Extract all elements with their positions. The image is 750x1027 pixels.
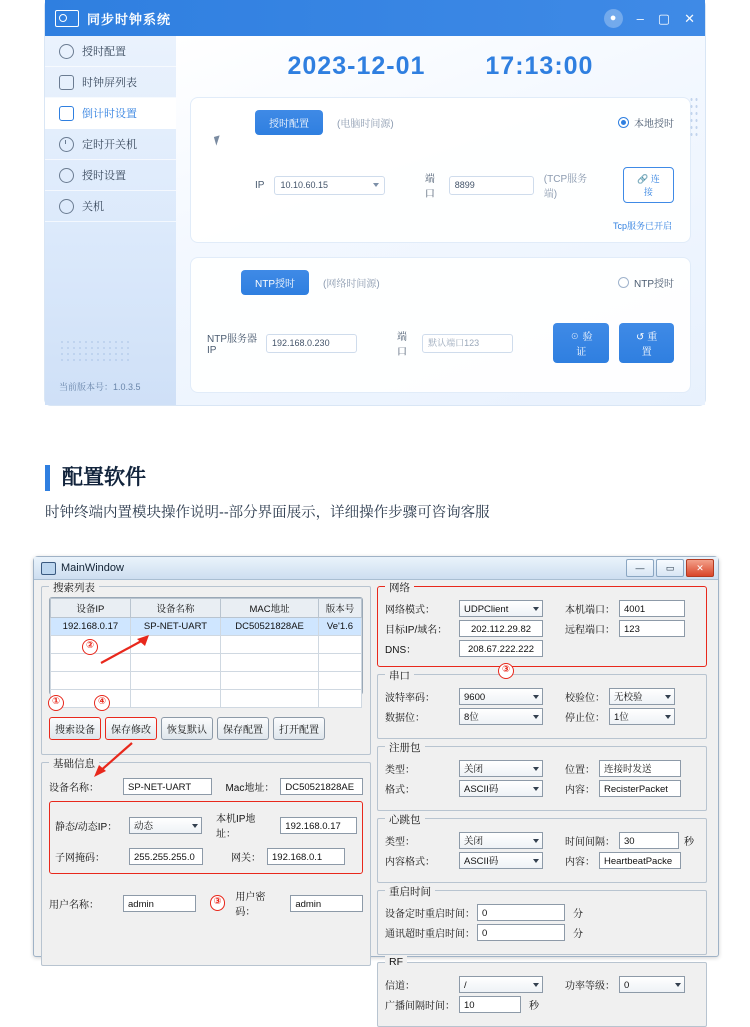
hb-type-select[interactable]: 关闭 [459, 832, 543, 849]
callout-3a: ③ [210, 895, 226, 911]
callout-arrow-up [97, 635, 153, 665]
sync-icon [59, 168, 74, 183]
config-app-titlebar [34, 557, 718, 580]
restart-time-group [377, 886, 707, 955]
serial-title: 串口 [385, 668, 414, 683]
section-title: 配置软件 [45, 465, 715, 491]
net-source-note: (网络时间源) [322, 279, 380, 290]
close-button[interactable]: ✕ [686, 559, 714, 577]
tcp-server-note: (TCP服务端) [543, 174, 588, 200]
cell-device-name: SP-NET-UART [130, 618, 220, 636]
user-icon[interactable]: ● [604, 9, 623, 28]
mask-label: 子网掩码： [55, 853, 105, 864]
connect-button[interactable]: 🔗 连接 [623, 167, 674, 203]
sidebar-item-label: 授时设置 [82, 170, 126, 182]
search-list-group [41, 582, 371, 755]
user-password-input[interactable]: admin [290, 895, 363, 912]
remote-port-label: 远程端口： [565, 625, 615, 636]
reg-type-label: 类型： [385, 765, 415, 776]
window-icon [41, 562, 56, 575]
clock-display [190, 52, 691, 81]
hb-content-input[interactable]: HeartbeatPacke [599, 852, 681, 869]
device-name-input[interactable]: SP-NET-UART [123, 778, 212, 795]
baud-label: 波特率码： [385, 693, 435, 704]
reset-icon: ↺ [636, 332, 645, 343]
hb-interval-unit: 秒 [684, 837, 694, 848]
mac-input[interactable]: DC50521828AE [280, 778, 363, 795]
user-password-label: 用户密码： [235, 892, 266, 918]
mouse-cursor-icon [214, 135, 222, 145]
tcp-status-text: Tcp服务已开启 [612, 221, 672, 231]
app-logo-icon [55, 10, 79, 27]
databits-select[interactable]: 8位 [459, 708, 543, 725]
parity-select[interactable]: 无校验 [609, 688, 675, 705]
config-app-window [33, 556, 719, 1012]
sidebar-item-label: 关机 [82, 201, 104, 213]
rf-group [377, 956, 707, 1027]
search-device-button[interactable]: 搜索设备 [49, 717, 101, 740]
network-title: 网络 [385, 580, 414, 595]
sidebar-item-countdown[interactable] [45, 98, 176, 129]
channel-label: 信道： [385, 981, 415, 992]
reg-position-label: 位置： [565, 765, 595, 776]
reg-content-label: 内容： [565, 785, 595, 796]
hb-interval-input[interactable]: 30 [619, 832, 679, 849]
section-subtitle: 时钟终端内置模块操作说明--部分界面展示，详细操作步骤可咨询客服 [45, 505, 490, 521]
device-restart-label: 设备定时重启时间： [385, 909, 475, 920]
radio-icon [618, 277, 629, 288]
ntp-port-label: 端口 [396, 332, 407, 358]
register-packet-title: 注册包 [385, 740, 425, 755]
port-input[interactable]: 8899 [449, 176, 534, 195]
rf-title: RF [385, 956, 407, 968]
pc-source-note: (电脑时间源) [336, 119, 394, 130]
restart-time-title: 重启时间 [385, 884, 435, 899]
mask-input[interactable]: 255.255.255.0 [129, 848, 203, 865]
shutdown-icon [59, 199, 74, 214]
mac-label: Mac地址： [225, 783, 275, 794]
minimize-button[interactable]: — [626, 559, 654, 577]
save-modify-button[interactable]: 保存修改 [105, 717, 157, 740]
sidebar-item-shutdown[interactable] [45, 191, 176, 222]
dns-input[interactable]: 208.67.222.222 [459, 640, 543, 657]
shield-icon: ☉ [569, 332, 580, 343]
hb-type-label: 类型： [385, 837, 415, 848]
sidebar-item-sync-settings[interactable] [45, 160, 176, 191]
clock-app-window [45, 0, 705, 405]
ip-mode-label: 静态/动态IP： [55, 821, 118, 833]
ip-settings-box [49, 801, 363, 874]
clock-app-title: 同步时钟系统 [87, 11, 172, 27]
local-sync-panel [190, 97, 691, 243]
version-label: 当前版本号：1.0.3.5 [59, 382, 141, 392]
ntp-server-label: NTP服务器IP [206, 334, 257, 356]
callout-1: ① [48, 695, 64, 711]
target-ip-input[interactable]: 202.112.29.82 [459, 620, 543, 637]
comm-restart-label: 通讯超时重启时间： [385, 929, 475, 940]
table-row[interactable] [51, 618, 362, 636]
ip-label: IP [254, 179, 265, 191]
col-version: 版本号 [318, 599, 361, 618]
cell-device-ip: 192.168.0.17 [51, 618, 131, 636]
clock-app-main [176, 36, 705, 405]
sidebar-item-label: 定时开关机 [82, 139, 137, 151]
dns-label: DNS： [385, 645, 417, 656]
col-mac: MAC地址 [221, 599, 319, 618]
power-timer-icon [59, 137, 74, 152]
net-mode-label: 网络模式： [385, 605, 435, 616]
clock-app-titlebar [45, 0, 705, 36]
config-app-title: MainWindow [61, 562, 124, 574]
remote-port-input[interactable]: 123 [619, 620, 685, 637]
ntp-sync-panel [190, 257, 691, 393]
sidebar-item-label: 倒计时设置 [82, 108, 137, 120]
reg-position-input[interactable]: 连接时发送 [599, 760, 681, 777]
sidebar-item-label: 授时配置 [82, 46, 126, 58]
target-ip-label: 目标IP/域名： [385, 625, 448, 636]
heartbeat-title: 心跳包 [385, 812, 425, 827]
heartbeat-group [377, 814, 707, 883]
sidebar-item-screen-list[interactable] [45, 67, 176, 98]
user-name-label: 用户名称： [49, 899, 99, 911]
verify-button[interactable]: ☉ 验证 [553, 323, 609, 363]
databits-label: 数据位： [385, 713, 425, 724]
local-port-label: 本机端口： [565, 605, 615, 616]
clock-config-icon [59, 44, 74, 59]
basic-info-title: 基础信息 [49, 756, 99, 771]
power-level-select[interactable]: 0 [619, 976, 685, 993]
reg-format-label: 格式： [385, 785, 415, 796]
callout-2: ② [82, 639, 98, 655]
reset-button[interactable]: ↺ 重置 [619, 323, 674, 363]
search-list-title: 搜索列表 [49, 580, 99, 595]
cell-mac: DC50521828AE [221, 618, 319, 636]
sidebar-item-shoushi-config[interactable] [45, 36, 176, 67]
gateway-input[interactable]: 192.168.0.1 [267, 848, 345, 865]
ntp-sync-radio[interactable] [618, 275, 674, 290]
local-ip-label: 本机IP地址： [215, 814, 256, 840]
user-name-input[interactable]: admin [123, 895, 196, 912]
local-port-input[interactable]: 4001 [619, 600, 685, 617]
comm-restart-input[interactable]: 0 [477, 924, 565, 941]
ip-mode-select[interactable]: 动态 [129, 817, 202, 834]
reg-content-input[interactable]: RecisterPacket [599, 780, 681, 797]
baud-select[interactable]: 9600 [459, 688, 543, 705]
ntp-sync-button[interactable]: NTP授时 [241, 270, 309, 295]
stopbits-select[interactable]: 1位 [609, 708, 675, 725]
ntp-sync-radio-label: NTP授时 [634, 279, 674, 290]
clock-app-sidebar [45, 36, 176, 405]
port-label: 端口 [424, 174, 435, 200]
stopbits-label: 停止位： [565, 713, 605, 724]
local-sync-radio[interactable] [618, 115, 674, 130]
comm-restart-unit: 分 [573, 929, 583, 940]
channel-select[interactable]: / [459, 976, 543, 993]
device-name-label: 设备名称： [49, 783, 99, 794]
sidebar-item-power-timer[interactable] [45, 129, 176, 160]
parity-label: 校验位： [565, 693, 605, 704]
radio-icon [618, 117, 629, 128]
minimize-button[interactable]: – [636, 10, 644, 26]
col-device-ip: 设备IP [51, 599, 131, 618]
hb-format-select[interactable]: ASCII码 [459, 852, 543, 869]
device-restart-input[interactable]: 0 [477, 904, 565, 921]
section-heading-block [45, 465, 715, 522]
callout-3b: ③ [498, 663, 514, 679]
open-config-button[interactable]: 打开配置 [273, 717, 325, 740]
local-ip-input[interactable]: 192.168.0.17 [280, 817, 357, 834]
link-icon: 🔗 [637, 174, 649, 184]
power-level-label: 功率等级： [565, 981, 615, 992]
cell-version: Ve'1.6 [318, 618, 361, 636]
register-packet-group [377, 742, 707, 811]
clock-date: 2023-12-01 [287, 52, 426, 80]
hb-content-label: 内容： [565, 857, 595, 868]
ip-select[interactable]: 10.10.60.15 [274, 176, 384, 195]
decorative-dots [59, 339, 129, 365]
table-header-row [51, 599, 362, 618]
reg-format-select[interactable]: ASCII码 [459, 780, 543, 797]
network-group [377, 582, 707, 667]
broadcast-interval-label: 广播间隔时间： [385, 1001, 455, 1012]
close-button[interactable]: ✕ [684, 10, 695, 26]
callout-arrow-save [90, 739, 138, 779]
clock-time: 17:13:00 [485, 52, 594, 80]
hb-format-label: 内容格式： [385, 857, 435, 868]
ntp-port-input[interactable]: 默认端口123 [422, 334, 513, 353]
save-config-button[interactable]: 保存配置 [217, 717, 269, 740]
restore-default-button[interactable]: 恢复默认 [161, 717, 213, 740]
ntp-server-input[interactable]: 192.168.0.230 [266, 334, 357, 353]
decorative-dots-right [689, 96, 699, 138]
gateway-label: 网关： [231, 853, 261, 864]
broadcast-interval-unit: 秒 [529, 1001, 539, 1012]
net-mode-select[interactable]: UDPClient [459, 600, 543, 617]
basic-info-group [41, 758, 371, 966]
device-restart-unit: 分 [573, 909, 583, 920]
hourglass-icon [59, 106, 74, 121]
shoushi-config-button[interactable]: 授时配置 [255, 110, 323, 135]
serial-group [377, 664, 707, 739]
maximize-button[interactable]: ▢ [657, 10, 671, 26]
col-device-name: 设备名称 [130, 599, 220, 618]
maximize-button[interactable]: ▭ [656, 559, 684, 577]
local-sync-radio-label: 本地授时 [634, 119, 674, 130]
list-icon [59, 75, 74, 90]
callout-4: ④ [94, 695, 110, 711]
hb-interval-label: 时间间隔： [565, 837, 615, 848]
reg-type-select[interactable]: 关闭 [459, 760, 543, 777]
broadcast-interval-input[interactable]: 10 [459, 996, 521, 1013]
sidebar-item-label: 时钟屏列表 [82, 77, 137, 89]
